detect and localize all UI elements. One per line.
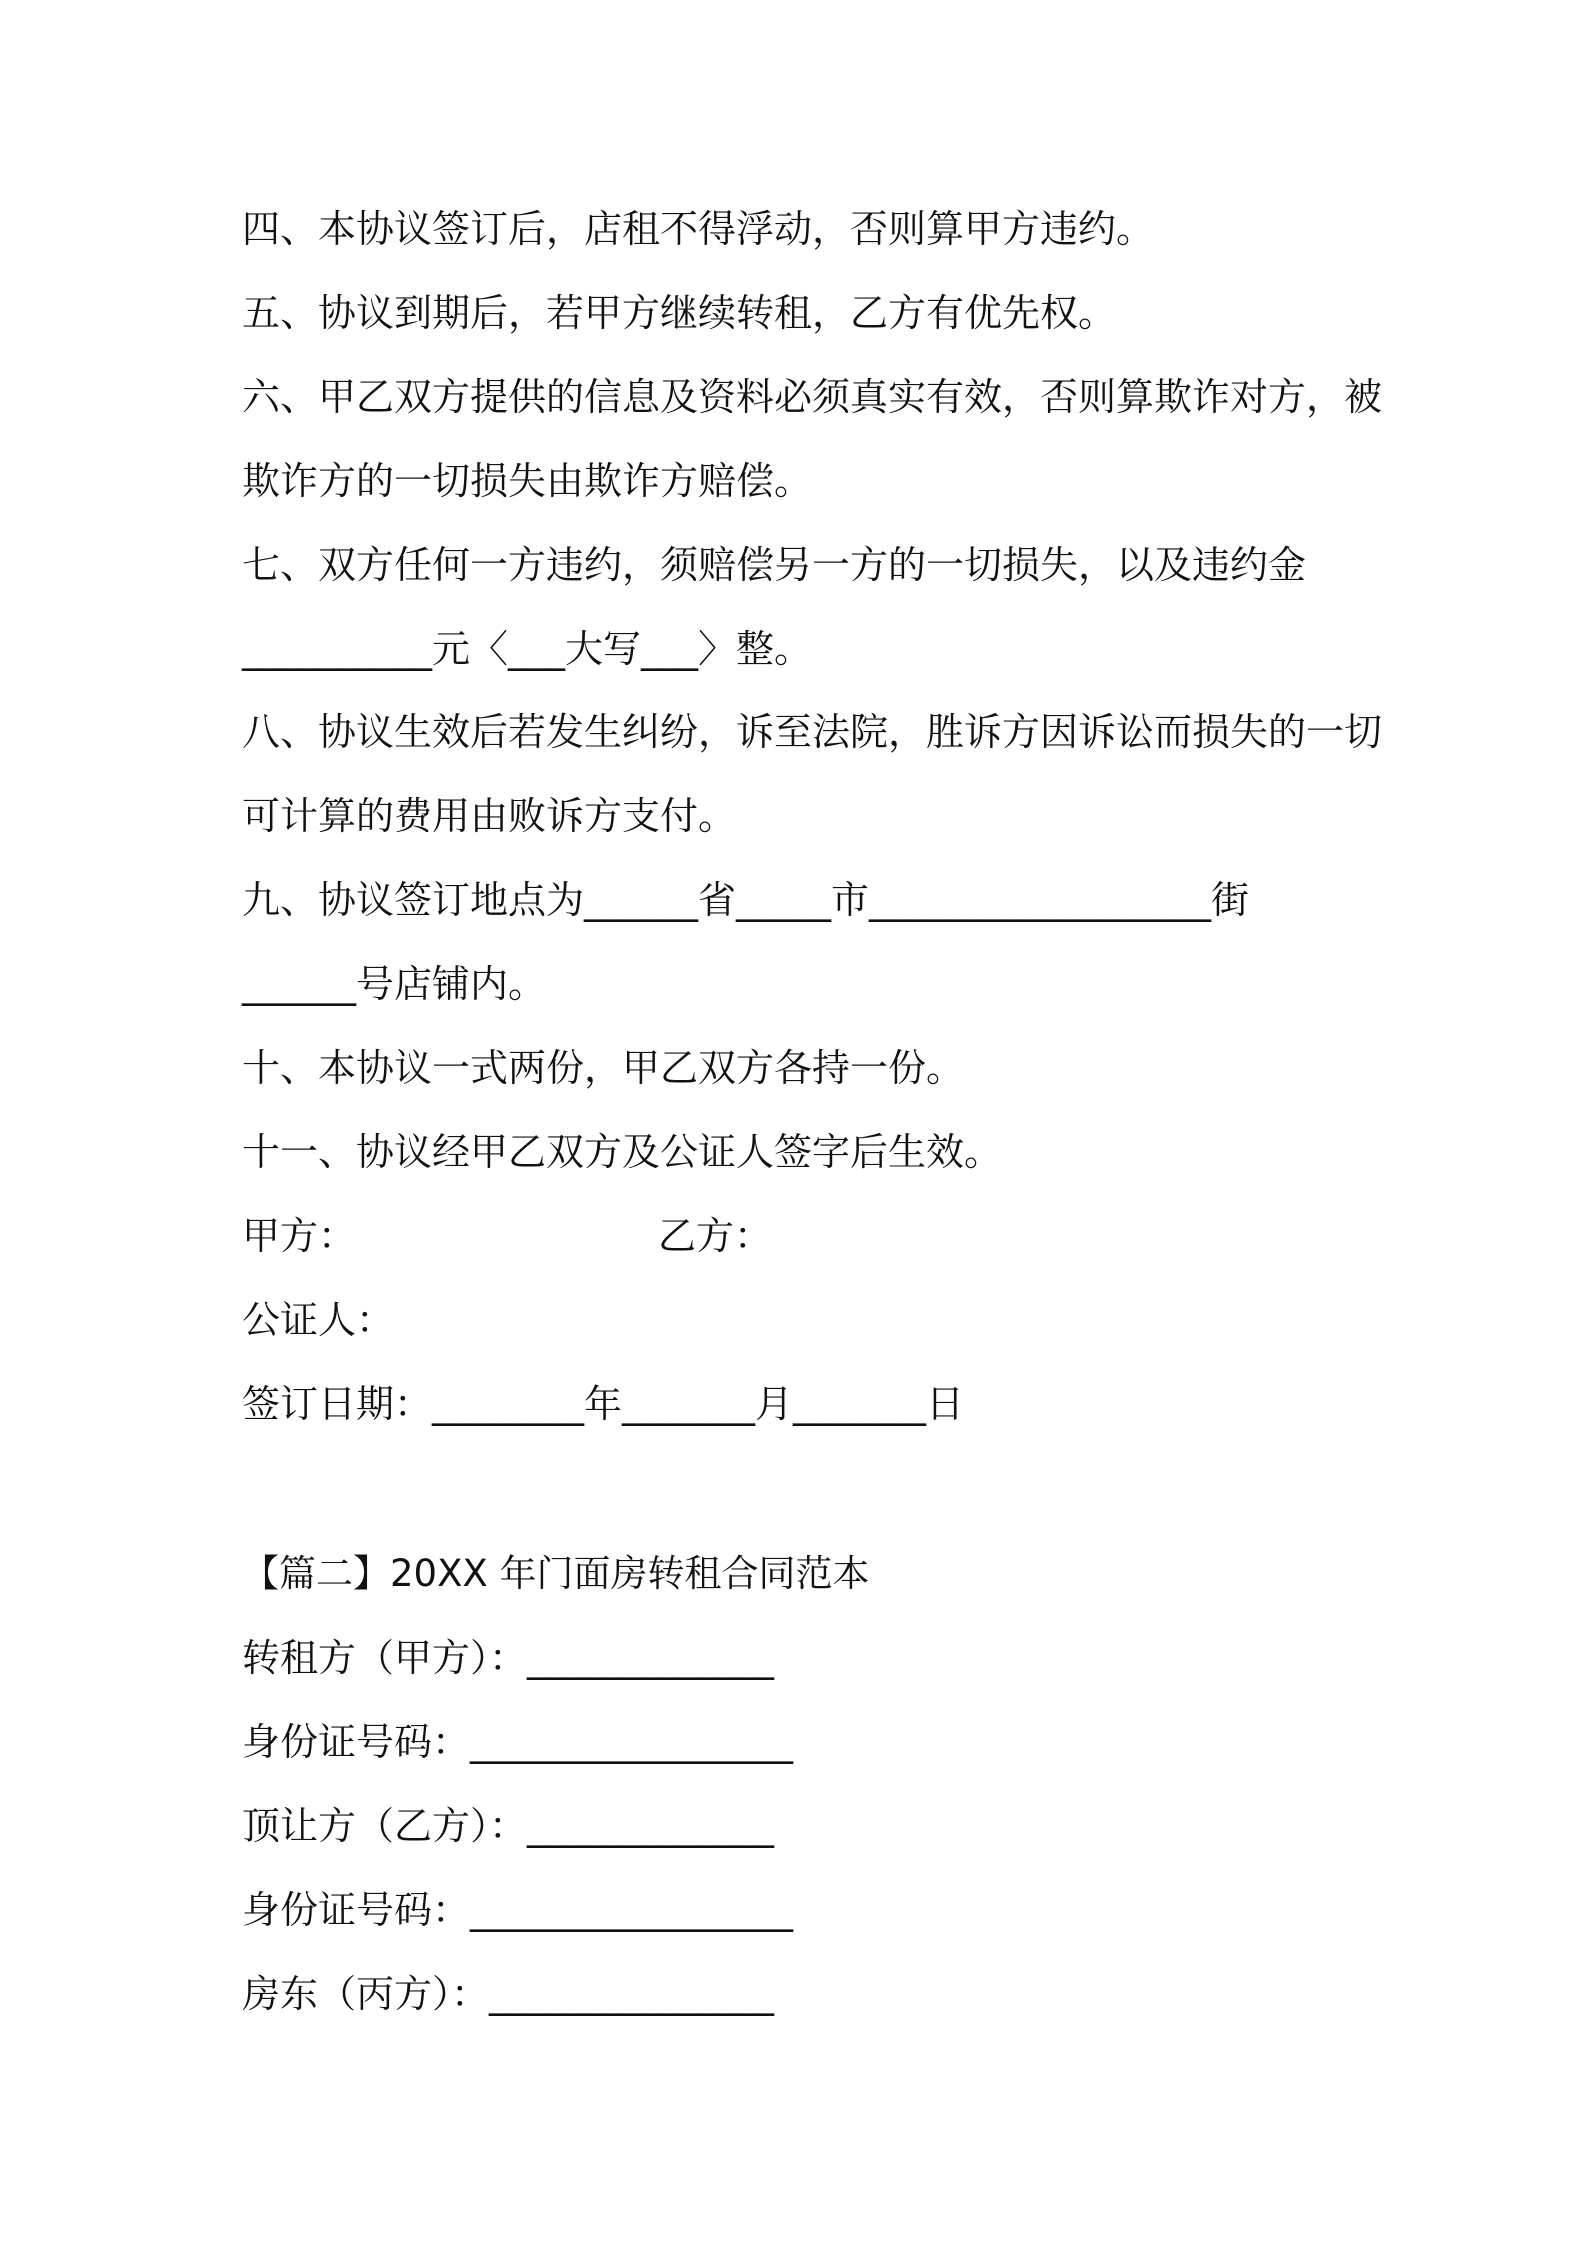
clause-9-line-2: ______号店铺内。 — [242, 962, 547, 1006]
clause-11: 十一、协议经甲乙双方及公证人签字后生效。 — [242, 1130, 1003, 1174]
sublessor-id-field: 身份证号码：_________________ — [242, 1720, 794, 1764]
landlord-field: 房东（丙方）：_______________ — [242, 1972, 775, 2016]
clause-10: 十、本协议一式两份，甲乙双方各持一份。 — [242, 1046, 965, 1090]
sublessor-field: 转租方（甲方）：_____________ — [242, 1636, 775, 1680]
transferee-field: 顶让方（乙方）：_____________ — [242, 1804, 775, 1848]
signing-date: 签订日期：________年_______月_______日 — [242, 1382, 965, 1426]
clause-8-line-1: 八、协议生效后若发生纠纷，诉至法院，胜诉方因诉讼而损失的一切 — [242, 710, 1383, 754]
clause-7-line-1: 七、双方任何一方违约，须赔偿另一方的一切损失，以及违约金 — [242, 543, 1307, 587]
clause-6-line-1: 六、甲乙双方提供的信息及资料必须真实有效，否则算欺诈对方，被 — [242, 375, 1383, 419]
clause-5: 五、协议到期后，若甲方继续转租，乙方有优先权。 — [242, 291, 1117, 335]
clause-9-line-1: 九、协议签订地点为______省_____市__________________街 — [242, 878, 1250, 922]
signature-party-b: 乙方： — [658, 1214, 773, 1258]
clause-6-line-2: 欺诈方的一切损失由欺诈方赔偿。 — [242, 459, 813, 503]
clause-8-line-2: 可计算的费用由败诉方支付。 — [242, 794, 737, 838]
signature-party-a: 甲方： — [242, 1214, 357, 1258]
clause-7-line-2: __________元〈___大写___〉整。 — [242, 627, 813, 671]
transferee-id-field: 身份证号码：_________________ — [242, 1888, 794, 1932]
clause-4: 四、本协议签订后，店租不得浮动，否则算甲方违约。 — [242, 207, 1155, 251]
section-2-title: 【篇二】20XX 年门面房转租合同范本 — [242, 1552, 870, 1595]
signature-notary: 公证人： — [242, 1298, 395, 1342]
